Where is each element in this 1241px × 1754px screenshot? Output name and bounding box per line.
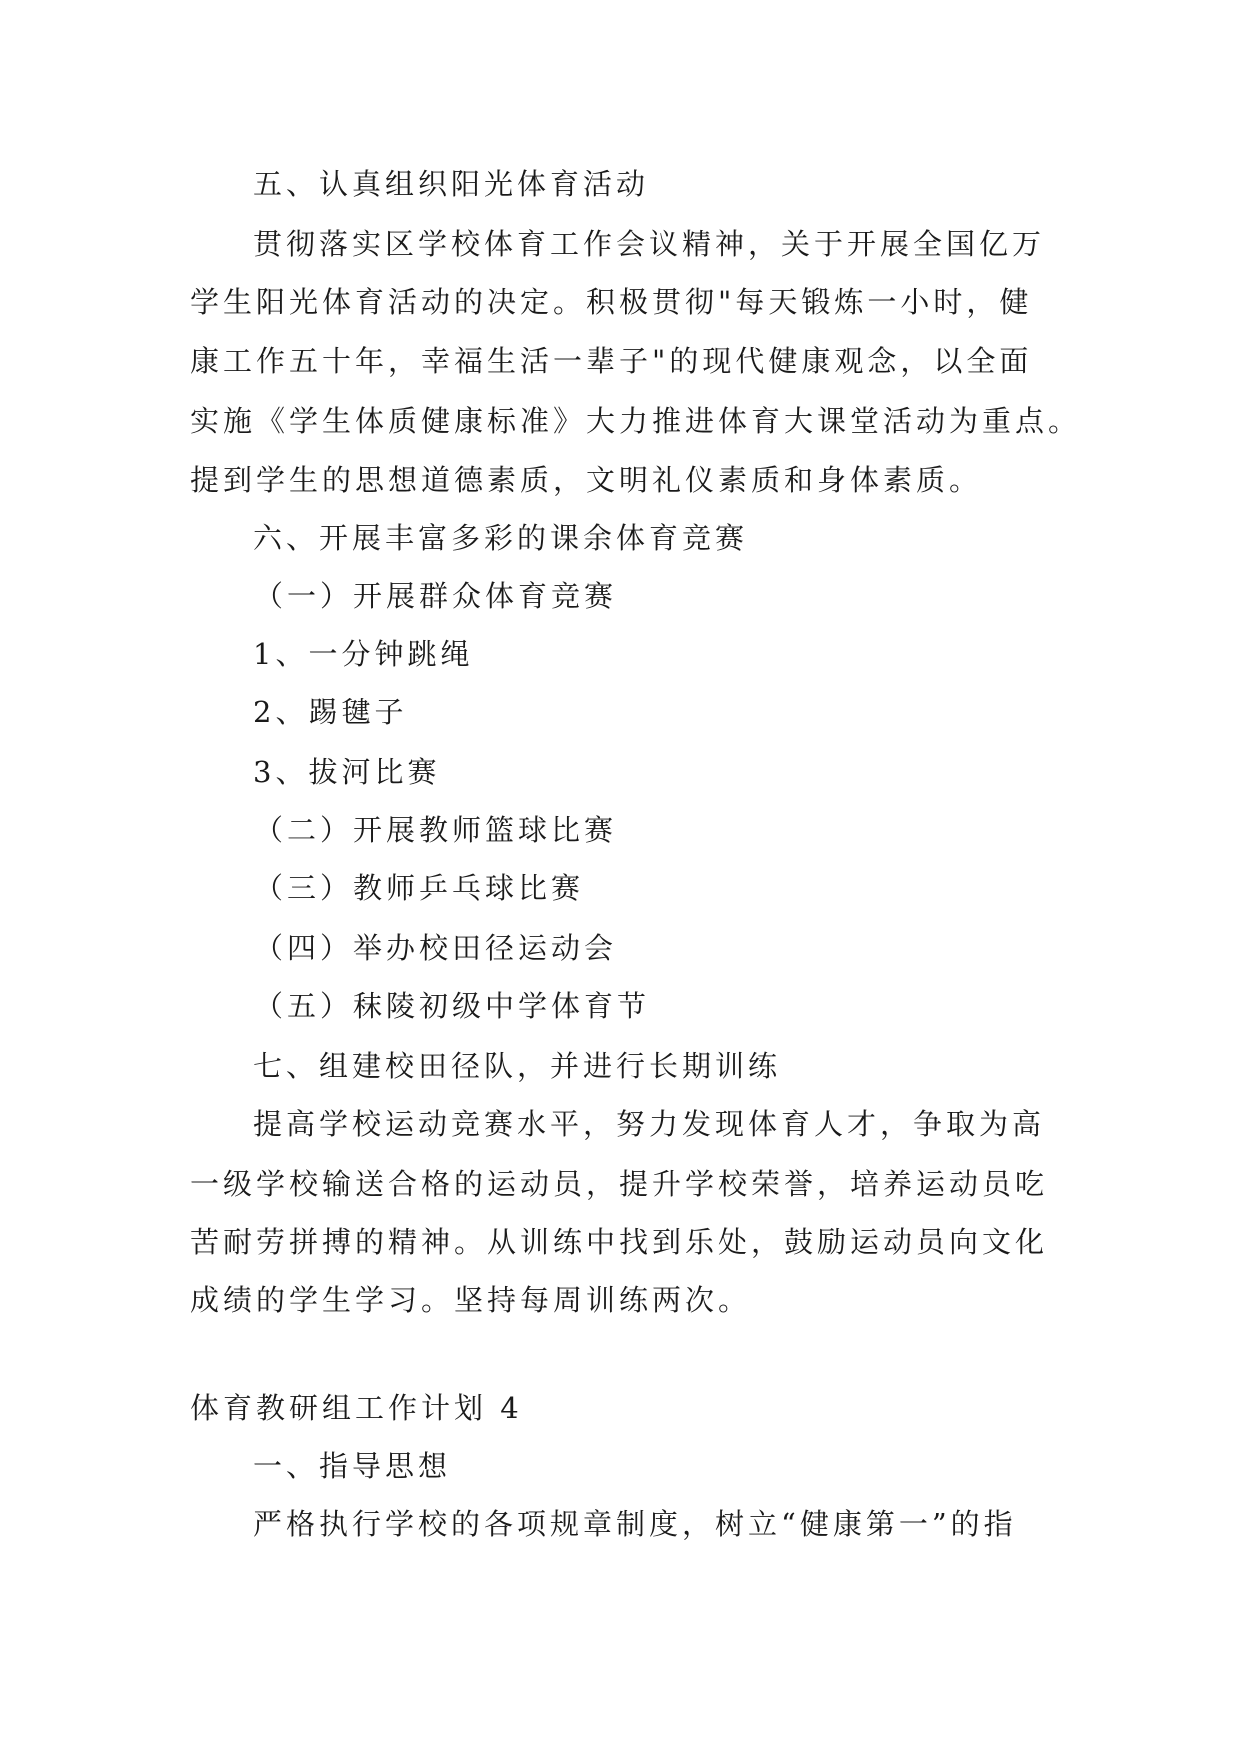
section-heading-5: 五、认真组织阳光体育活动 — [253, 167, 650, 201]
list-item: 3、拔河比赛 — [253, 755, 441, 789]
subsection-heading: （五）秣陵初级中学体育节 — [254, 989, 651, 1023]
subsection-heading: （四）举办校田径运动会 — [254, 931, 618, 965]
paragraph-line: 提到学生的思想道德素质，文明礼仪素质和身体素质。 — [190, 463, 983, 497]
paragraph-line: 成绩的学生学习。坚持每周训练两次。 — [190, 1283, 752, 1317]
subsection-heading: （一）开展群众体育竞赛 — [254, 579, 618, 613]
paragraph-line: 提高学校运动竞赛水平，努力发现体育人才，争取为高 — [253, 1107, 1046, 1141]
paragraph-line: 实施《学生体质健康标准》大力推进体育大课堂活动为重点。 — [190, 404, 1082, 438]
list-item: 1、一分钟跳绳 — [253, 637, 474, 671]
paragraph-line: 学生阳光体育活动的决定。积极贯彻"每天锻炼一小时，健 — [190, 285, 1033, 319]
subsection-heading: （三）教师乒乓球比赛 — [254, 871, 585, 905]
paragraph-line: 一级学校输送合格的运动员，提升学校荣誉，培养运动员吃 — [190, 1167, 1049, 1201]
paragraph-line: 苦耐劳拼搏的精神。从训练中找到乐处，鼓励运动员向文化 — [190, 1225, 1049, 1259]
paragraph-line: 贯彻落实区学校体育工作会议精神，关于开展全国亿万 — [253, 227, 1046, 261]
section-heading-7: 七、组建校田径队，并进行长期训练 — [253, 1049, 782, 1083]
section-heading-6: 六、开展丰富多彩的课余体育竞赛 — [253, 521, 749, 555]
paragraph-line: 严格执行学校的各项规章制度，树立“健康第一”的指 — [253, 1507, 1017, 1541]
section-heading-1: 一、指导思想 — [253, 1449, 452, 1483]
document-title: 体育教研组工作计划 4 — [190, 1391, 523, 1425]
list-item: 2、踢毽子 — [253, 695, 408, 729]
paragraph-line: 康工作五十年，幸福生活一辈子"的现代健康观念，以全面 — [190, 344, 1033, 378]
subsection-heading: （二）开展教师篮球比赛 — [254, 813, 618, 847]
